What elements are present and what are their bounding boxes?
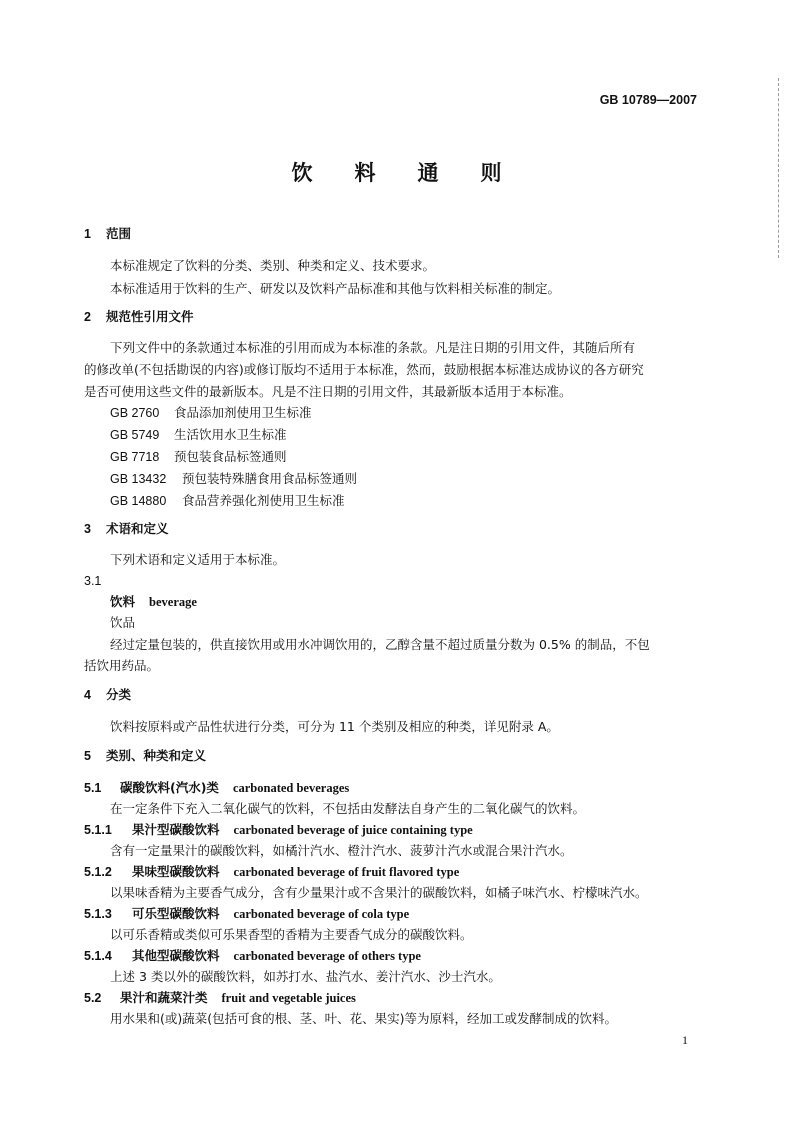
subsection-heading: [84, 990, 356, 1006]
subsection-title-en: carbonated beverage of cola type: [233, 907, 410, 921]
section-3-intro: 下列术语和定义适用于本标准。: [110, 552, 286, 567]
subsection-text: 以可乐香精或类似可乐果香型的香精为主要香气成分的碳酸饮料。: [110, 927, 473, 942]
term-synonym: 饮品: [110, 615, 136, 630]
reference-name: 预包装特殊膳食用食品标签通则: [182, 471, 358, 486]
subsection-title-cn: 可乐型碳酸饮料: [132, 906, 220, 921]
section-2-paragraph-line: 下列文件中的条款通过本标准的引用而成为本标准的条款。凡是注日期的引用文件，其随后所有: [110, 340, 636, 355]
subsection-number: 5.1.2: [84, 865, 112, 879]
document-title: 饮料通则: [291, 161, 544, 185]
subsection-text: 用水果和(或)蔬菜(包括可食的根、茎、叶、花、果实)等为原料，经加工或发酵制成的饮料。: [110, 1011, 618, 1026]
term-definition-line: 经过定量包装的，供直接饮用或用水冲调饮用的，乙醇含量不超过质量分数为 0.5% 的制品，不包: [110, 637, 650, 652]
subsection-title-cn: 果汁和蔬菜汁类: [120, 990, 208, 1005]
section-1-title: 范围: [106, 226, 132, 241]
subsection-text: 以果味香精为主要香气成分，含有少量果汁或不含果汁的碳酸饮料，如橘子味汽水、柠檬味汽水。: [110, 885, 648, 900]
section-4-title: 分类: [106, 687, 132, 702]
subsection-title-cn: 果汁型碳酸饮料: [132, 822, 220, 837]
term-definition-line: 括饮用药品。: [84, 658, 160, 673]
section-2-paragraph-line: 是否可使用这些文件的最新版本。凡是不注日期的引用文件，其最新版本适用于本标准。: [84, 384, 572, 399]
subsection-title-cn: 碳酸饮料(汽水)类: [120, 780, 219, 795]
reference-name: 食品营养强化剂使用卫生标准: [182, 493, 345, 508]
subsection-number: 5.2: [84, 991, 102, 1005]
section-3-heading: [84, 521, 169, 537]
term-number: [84, 573, 101, 589]
reference-item: [110, 427, 287, 443]
section-2-number: 2: [84, 310, 91, 324]
section-3-number: 3: [84, 522, 91, 536]
reference-code: GB 5749: [110, 428, 160, 442]
subsection-title-cn: 其他型碳酸饮料: [132, 948, 220, 963]
page-number: 1: [682, 1033, 688, 1047]
subsection-title-en: carbonated beverages: [232, 781, 350, 795]
subsection-heading: [84, 822, 473, 838]
subsection-heading: [84, 948, 421, 964]
reference-name: 食品添加剂使用卫生标准: [174, 405, 312, 420]
reference-name: 生活饮用水卫生标准: [174, 427, 287, 442]
subsection-title-en: carbonated beverage of others type: [233, 949, 421, 963]
section-2-heading: [84, 309, 194, 325]
reference-code: GB 14880: [110, 494, 167, 508]
section-2-title: 规范性引用文件: [106, 309, 194, 324]
reference-item: [110, 405, 312, 421]
section-3-title: 术语和定义: [106, 521, 169, 536]
term-number-text: 3.1: [84, 574, 102, 588]
section-2-paragraph-line: 的修改单(不包括勘误的内容)或修订版均不适用于本标准，然而，鼓励根据本标准达成协议的各方研究: [84, 362, 644, 377]
reference-item: [110, 471, 357, 487]
reference-code: GB 13432: [110, 472, 167, 486]
subsection-heading: [84, 780, 349, 796]
term-en: beverage: [149, 595, 197, 609]
reference-code: GB 2760: [110, 406, 160, 420]
reference-item: [110, 493, 345, 509]
subsection-number: 5.1.3: [84, 907, 112, 921]
section-1-paragraph: 本标准适用于饮料的生产、研发以及饮料产品标准和其他与饮料相关标准的制定。: [110, 281, 561, 296]
subsection-number: 5.1: [84, 781, 102, 795]
section-4-paragraph: 饮料按原料或产品性状进行分类，可分为 11 个类别及相应的种类，详见附录 A。: [110, 719, 559, 734]
subsection-text: 在一定条件下充入二氧化碳气的饮料，不包括由发酵法自身产生的二氧化碳气的饮料。: [110, 801, 586, 816]
section-5-title: 类别、种类和定义: [106, 748, 207, 763]
subsection-title-en: fruit and vegetable juices: [221, 991, 356, 1005]
section-4-heading: [84, 687, 131, 703]
subsection-title-en: carbonated beverage of fruit flavored type: [233, 865, 460, 879]
subsection-number: 5.1.4: [84, 949, 112, 963]
term-cn: 饮料: [110, 594, 136, 609]
subsection-heading: [84, 906, 409, 922]
term-heading: [110, 594, 197, 610]
reference-name: 预包装食品标签通则: [174, 449, 287, 464]
subsection-heading: [84, 864, 459, 880]
subsection-text: 上述 3 类以外的碳酸饮料，如苏打水、盐汽水、姜汁汽水、沙士汽水。: [110, 969, 501, 984]
reference-code: GB 7718: [110, 450, 160, 464]
reference-item: [110, 449, 287, 465]
section-5-heading: [84, 748, 206, 764]
subsection-number: 5.1.1: [84, 823, 112, 837]
subsection-text: 含有一定量果汁的碳酸饮料，如橘汁汽水、橙汁汽水、菠萝汁汽水或混合果汁汽水。: [110, 843, 573, 858]
section-4-number: 4: [84, 688, 91, 702]
section-1-heading: [84, 226, 131, 242]
section-1-number: 1: [84, 227, 91, 241]
section-5-number: 5: [84, 749, 91, 763]
standard-number: GB 10789—2007: [599, 93, 697, 107]
section-1-paragraph: 本标准规定了饮料的分类、类别、种类和定义、技术要求。: [110, 258, 436, 273]
subsection-title-en: carbonated beverage of juice containing type: [233, 823, 473, 837]
subsection-title-cn: 果味型碳酸饮料: [132, 864, 220, 879]
